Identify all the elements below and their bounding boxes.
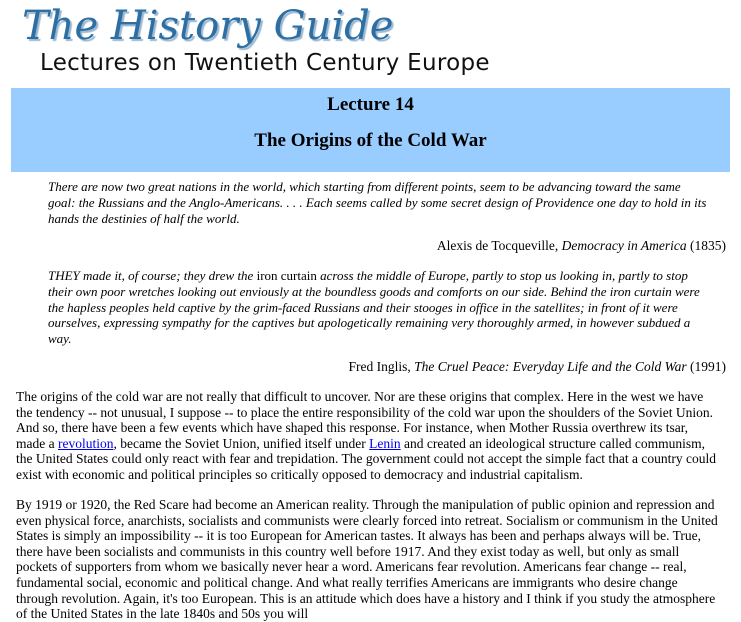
lenin-link[interactable]: Lenin xyxy=(369,435,401,451)
quote-year: (1991) xyxy=(690,359,726,374)
epigraph-attribution-tocqueville xyxy=(437,238,726,254)
quote-text-part: across the middle of Europe, partly to stop us looking in, partly to stop their own poor wretches looking out enviously at the boundless goods and comforts on our side. Behind the iron curtain were the hapless peoples held captive by the grim-faced Russians and their stooges in office in the satellites; in front of it were ourselves, expressing sympathy for the captives but apologetically remaining very thoroughly armed, in however subdued a way. xyxy=(48,268,700,347)
site-subtitle: Lectures on Twentieth Century Europe xyxy=(40,50,490,76)
lecture-title: The Origins of the Cold War xyxy=(254,130,487,151)
epigraph-quote-inglis xyxy=(48,268,708,347)
epigraph-attribution-inglis xyxy=(349,359,726,375)
site-title: The History Guide xyxy=(22,3,394,49)
body-paragraph-2: By 1919 or 1920, the Red Scare had become an American reality. Through the manipulation of public opinion and repression and even physical force, anarchists, socialists and communists were clearly forced into retreat. Socialism or communism in the United States is simply an impossibility -- it is too European for American tastes. It always has been and perhaps always will be. True, there have been socialists and communists in this country well before 1917. And they exist today as well, but only as small pockets of supporters from whom we basically never hear a word. Americans fear revolution. Americans fear change -- real, fundamental social, economic and political change. And what really terrifies Americans are immigrants who desire change through revolution. Again, it's too European. This is an attitude which does have a history and I think if you study the atmosphere of the United States in the late 1840s and 50s you will xyxy=(16,497,718,622)
lecture-number: Lecture 14 xyxy=(327,94,414,115)
paragraph-text: and created an ideological structure called communism, the United States could only react with fear and trepidation. The government could not accept the simple fact that a country could exist with economic and political principles so critically opposed to democracy and industrial capitalism. xyxy=(16,435,717,482)
quote-text-part: THEY made it, of course; they drew the xyxy=(48,268,254,283)
quote-work: The Cruel Peace: Everyday Life and the Cold War xyxy=(414,359,687,374)
quote-author: Alexis de Tocqueville, xyxy=(436,238,559,253)
paragraph-text: The origins of the cold war are not really that difficult to uncover. Nor are these origins that complex. Here in the west we have the tendency -- not unusual, I suppose -- to place the entire responsibility of the cold war upon the shoulders of the Soviet Union. And so, there have been a few events which have shaped this response. For instance, when Mother Russia overthrew its tsar, made a xyxy=(16,389,713,451)
epigraph-quote-tocqueville: There are now two great nations in the world, which starting from different points, seem to be advancing toward the same goal: the Russians and the Anglo-Americans. . . . Each seems called by some secret design of Providence one day to hold in its hands the destinies of half the world. xyxy=(48,179,707,226)
body-paragraph-1 xyxy=(16,389,719,483)
lecture-banner xyxy=(11,88,730,172)
site-logo[interactable] xyxy=(22,2,393,50)
quote-work: Democracy in America xyxy=(561,238,687,253)
revolution-link[interactable]: revolution xyxy=(57,435,114,451)
quote-year: (1835) xyxy=(690,238,726,253)
quote-author: Fred Inglis, xyxy=(348,359,411,374)
quote-text-iron-curtain: iron curtain xyxy=(256,268,317,283)
paragraph-text: , became the Soviet Union, unified itself under xyxy=(113,435,366,451)
